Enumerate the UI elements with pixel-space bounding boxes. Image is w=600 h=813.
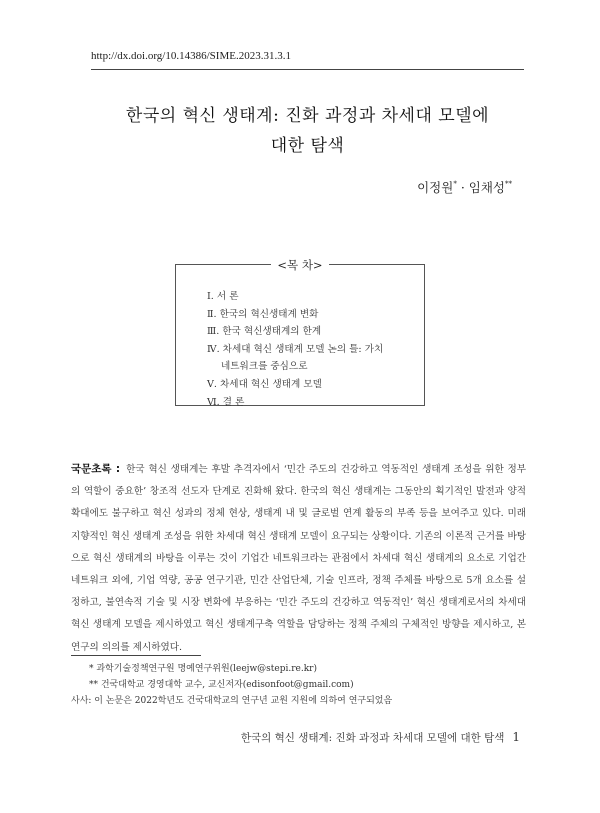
footnote-author-2: ** 건국대학교 경영대학 교수, 교신저자(edisonfoot@gmail.com) — [89, 680, 354, 690]
abstract-label: 국문초록 : — [71, 463, 121, 475]
toc-item: Ⅳ. 차세대 혁신 생태계 모델 논의 틀: 가치 — [207, 343, 384, 355]
footnote-rule — [71, 655, 201, 656]
toc-item-continuation: 네트워크를 중심으로 — [221, 361, 308, 373]
page-footer — [241, 730, 520, 745]
author-2-mark: ** — [505, 180, 512, 188]
toc-title-text: <목 차> — [271, 258, 328, 272]
paper-title-line-1: 한국의 혁신 생태계: 진화 과정과 차세대 모델에 — [125, 106, 490, 126]
author-2: 임채성 — [468, 180, 505, 195]
footnote-author-1: * 과학기술정책연구원 명예연구위원(leejw@stepi.re.kr) — [89, 664, 317, 674]
author-1: 이정원 — [417, 180, 454, 195]
paper-title-line-2: 대한 탐색 — [270, 136, 345, 156]
toc-item: Ⅰ. 서 론 — [207, 291, 239, 302]
toc-title — [175, 257, 425, 273]
korean-abstract — [71, 458, 526, 659]
toc-item: Ⅵ. 결 론 — [207, 396, 245, 408]
author-1-mark: * — [453, 180, 457, 188]
running-title: 한국의 혁신 생태계: 진화 과정과 차세대 모델에 대한 탐색 — [240, 732, 505, 744]
author-line — [417, 178, 512, 196]
footnote-acknowledgement: 사사: 이 논문은 2022학년도 건국대학교의 연구년 교원 지원에 의하여 연구되었음 — [71, 696, 393, 706]
toc-list — [207, 288, 383, 411]
header-rule — [91, 69, 524, 70]
toc-item: Ⅲ. 한국 혁신생태계의 한계 — [207, 326, 322, 338]
toc-item: Ⅴ. 차세대 혁신 생태계 모델 — [207, 378, 322, 390]
author-separator: · — [456, 180, 469, 195]
page-number: 1 — [512, 730, 520, 744]
doi-link[interactable]: http://dx.doi.org/10.14386/SIME.2023.31.3.1 — [91, 50, 291, 62]
abstract-text: 한국 혁신 생태계는 후발 추격자에서 ‘민간 주도의 건강하고 역동적인 생태계 조성을 위한 정부의 역할이 중요한’ 창조적 선도자 단계로 진화해 왔다. 한국의 혁신 생태계는 그동안의 획기적인 발전과 양적 확대에도 불구하고 혁신 성과의 정체 현상, 생태계 내 및 글로벌 연계 활동의 부족 등을 보여주고 있다. 미래 지향적인 혁신 생태계 조성을 위한 차세대 혁신 생태계 모델이 요구되는 상황이다. 기존의 이론적 근거를 바탕으로 혁신 생태계의 바탕을 이루는 것이 기업간 네트워크라는 관점에서 차세대 혁신 생태계의 요소로 기업간 네트워크 외에, 기업 역량, 공공 연구기관, 민간 산업단체, 기술 인프라, 정책 주체를 바탕으로 5개 요소를 설정하고, 불연속적 기술 및 시장 변화에 부응하는 ‘민간 주도의 건강하고 역동적인’ 혁신 생태계로서의 차세대 혁신 생태계 모델을 제시하였고 혁신 생태계구축 역할을 담당하는 정책 주체의 구체적인 방향을 제시하고, 본 연구의 의의를 제시하였다. — [71, 464, 526, 653]
toc-item: Ⅱ. 한국의 혁신생태계 변화 — [207, 308, 319, 320]
